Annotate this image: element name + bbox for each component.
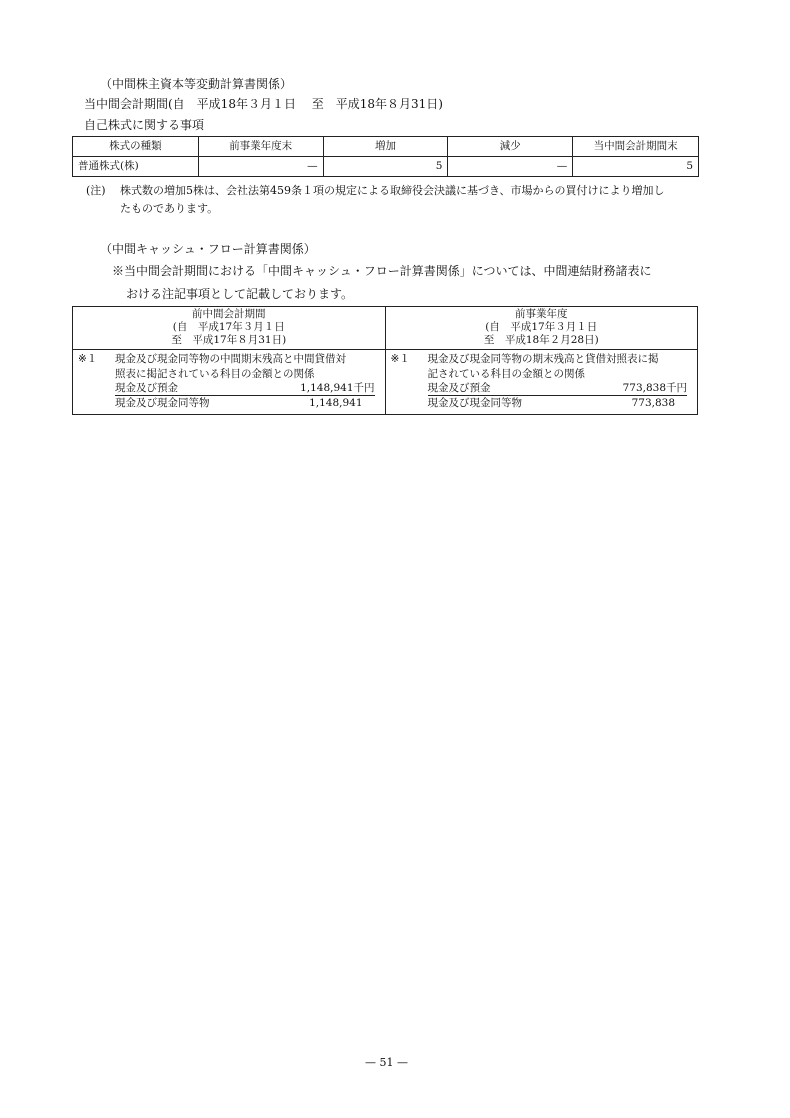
prior-interim-from: (自 平成17年３月１日 (172, 321, 285, 334)
column-header: 当中間会計期間末 (573, 137, 699, 157)
prior-interim-header (73, 307, 386, 350)
page-number: — 51 — (365, 1056, 408, 1069)
prior-interim-title: 前中間会計期間 (192, 308, 266, 320)
cash-deposits-value: 773,838千円 (622, 381, 687, 394)
section1-heading: （中間株主資本等変動計算書関係） (100, 77, 293, 91)
treasury-stock-table (72, 136, 699, 177)
cash-deposits-value: 1,148,941千円 (300, 381, 375, 394)
table-row (73, 157, 699, 177)
cash-equivalents-value: 1,148,941 (309, 396, 363, 409)
description-line: 記されている科目の金額との関係 (427, 367, 586, 380)
note-label: (注) (86, 184, 106, 197)
cash-equivalents-row (428, 396, 675, 410)
section2-heading: （中間キャッシュ・フロー計算書関係） (100, 242, 316, 256)
description-line: 現金及び現金同等物の中間期末残高と中間貸借対 (115, 353, 346, 366)
increase-cell: 5 (323, 157, 448, 177)
description-line: 現金及び現金同等物の期末残高と貸借対照表に掲 (427, 353, 659, 366)
prior-year-header (385, 307, 697, 350)
period-text: 当中間会計期間(自 平成18年３月１日 至 平成18年８月31日) (84, 97, 443, 111)
decrease-cell: — (448, 157, 573, 177)
prior-interim-to: 至 平成17年８月31日) (171, 334, 287, 347)
cash-equivalents-label: 現金及び現金同等物 (427, 396, 523, 409)
cash-flow-body-row (73, 350, 698, 415)
prior-year-end-cell: — (198, 157, 323, 177)
prior-year-title: 前事業年度 (515, 308, 568, 320)
prior-year-cell (385, 350, 697, 415)
column-header: 増加 (323, 137, 448, 157)
cash-deposits-label: 現金及び預金 (115, 381, 178, 394)
column-header: 減少 (448, 137, 573, 157)
cash-deposits-row (115, 381, 375, 396)
cash-equivalents-label: 現金及び現金同等物 (115, 396, 210, 409)
cash-equivalents-row (115, 396, 363, 410)
note-line-1: 株式数の増加5株は、会社法第459条１項の規定による取締役会決議に基づき、市場からの買付けにより増加し (120, 184, 665, 197)
cash-deposits-label: 現金及び預金 (427, 381, 491, 394)
column-header: 株式の種類 (73, 137, 199, 157)
column-header: 前事業年度末 (198, 137, 323, 157)
stock-type-cell: 普通株式(株) (73, 157, 199, 177)
cash-deposits-row (428, 381, 687, 396)
description-line: 照表に掲記されている科目の金額との関係 (115, 367, 315, 380)
cash-flow-header-row (73, 307, 698, 350)
prior-year-from: (自 平成17年３月１日 (485, 321, 598, 334)
note-mark: ※１ (78, 353, 98, 366)
interim-end-cell: 5 (573, 157, 699, 177)
prior-interim-cell (73, 350, 386, 415)
table-header-row (73, 137, 699, 157)
section2-line-1: ※当中間会計期間における「中間キャッシュ・フロー計算書関係」については、中間連結財務諸表に (112, 264, 652, 278)
section2-line-2: おける注記事項として記載しております。 (126, 287, 354, 301)
note-line-2: たものであります。 (120, 202, 219, 215)
note-mark: ※１ (390, 353, 410, 366)
treasury-stock-subheading: 自己株式に関する事項 (84, 118, 205, 132)
cash-equivalents-value: 773,838 (631, 396, 675, 409)
prior-year-to: 至 平成18年２月28日) (483, 334, 599, 347)
cash-flow-table (72, 306, 698, 415)
